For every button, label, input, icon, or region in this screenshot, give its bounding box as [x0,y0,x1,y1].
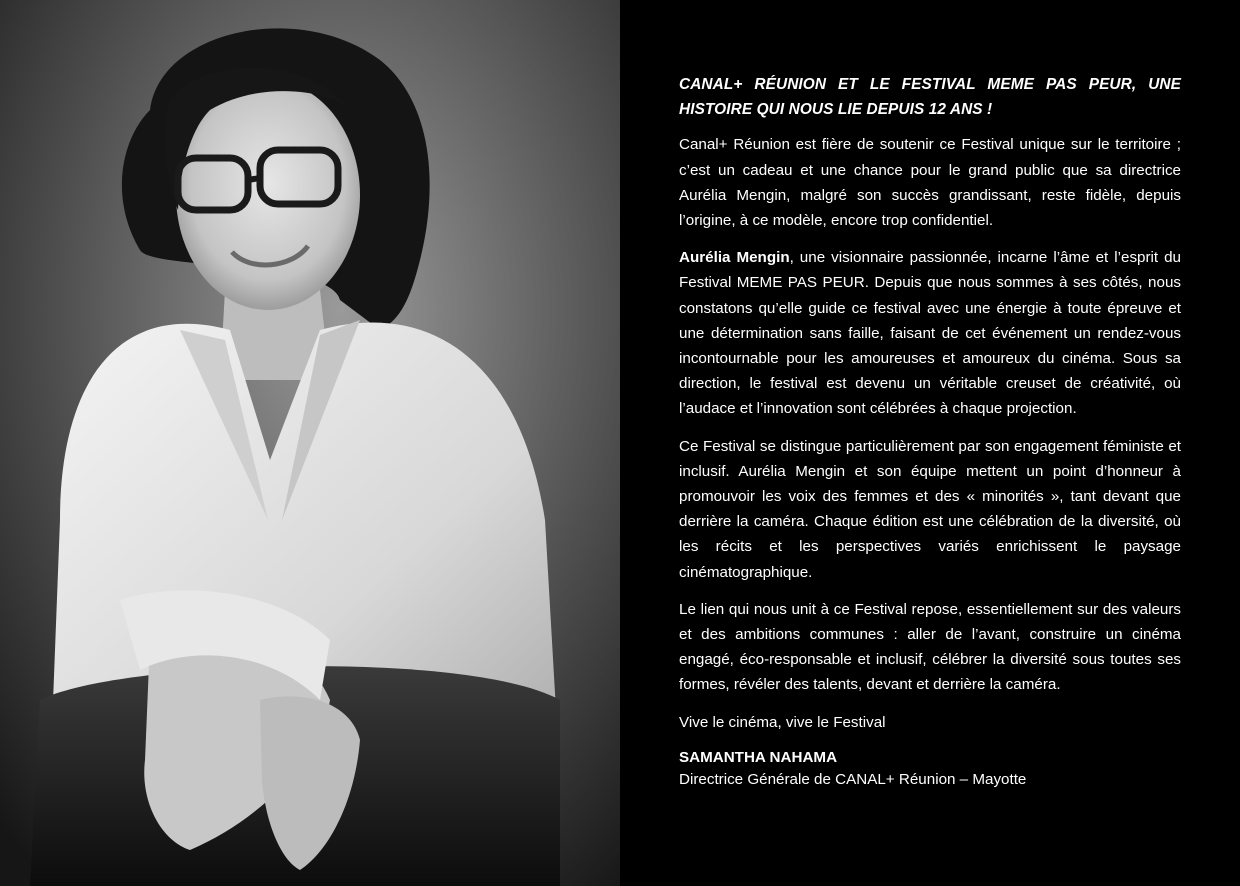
article-column [679,72,1181,791]
paragraph-inclusive: Ce Festival se distingue particulièrement par son engagement féministe et inclusif. Aurélia Mengin et son équipe mettent un point d’honneur à promouvoir les voix des femmes et des « minorités », tant devant que derrière la caméra. Chaque édition est une célébration de la diversité, où les récits et les perspectives variés enrichissent le paysage cinématographique. [679,437,1181,581]
article-heading: CANAL+ RÉUNION ET LE FESTIVAL MEME PAS PEUR, UNE HISTOIRE QUI NOUS LIE DEPUIS 12 ANS ! [679,76,1181,119]
paragraph-visionary [679,245,1181,421]
signature-name: SAMANTHA NAHAMA [679,748,838,766]
paragraph-values: Le lien qui nous unit à ce Festival repose, essentiellement sur des valeurs et des ambitions communes : aller de l’avant, construire un cinéma engagé, éco-responsable et inclusif, célébrer la diversité sous toutes ses formes, révéler des talents, devant et derrière la caméra. [679,600,1181,694]
text-panel [620,0,1240,886]
signature-title: Directrice Générale de CANAL+ Réunion – Mayotte [679,770,1027,788]
bold-name: Aurélia Mengin [679,249,790,267]
paragraph-visionary-text: , une visionnaire passionnée, incarne l’âme et l’esprit du Festival MEME PAS PEUR. Depuis que nous sommes à ses côtés, nous constatons qu’elle guide ce festival avec une énergie à toute épreuve et une détermination sans faille, faisant de cet événement un rendez-vous incontournable pour les amoureuses et amoureux du cinéma. Sous sa direction, le festival est devenu un véritable creuset de créativité, où l’audace et l’innovation sont célébrées à chaque projection. [679,249,1181,418]
closing-line: Vive le cinéma, vive le Festival [679,713,886,731]
paragraph-intro: Canal+ Réunion est fière de soutenir ce Festival unique sur le territoire ; c’est un cadeau et une chance pour le grand public que sa directrice Aurélia Mengin, malgré son succès grandissant, reste fidèle, depuis l’origine, à ce modèle, encore trop confidentiel. [679,136,1181,230]
